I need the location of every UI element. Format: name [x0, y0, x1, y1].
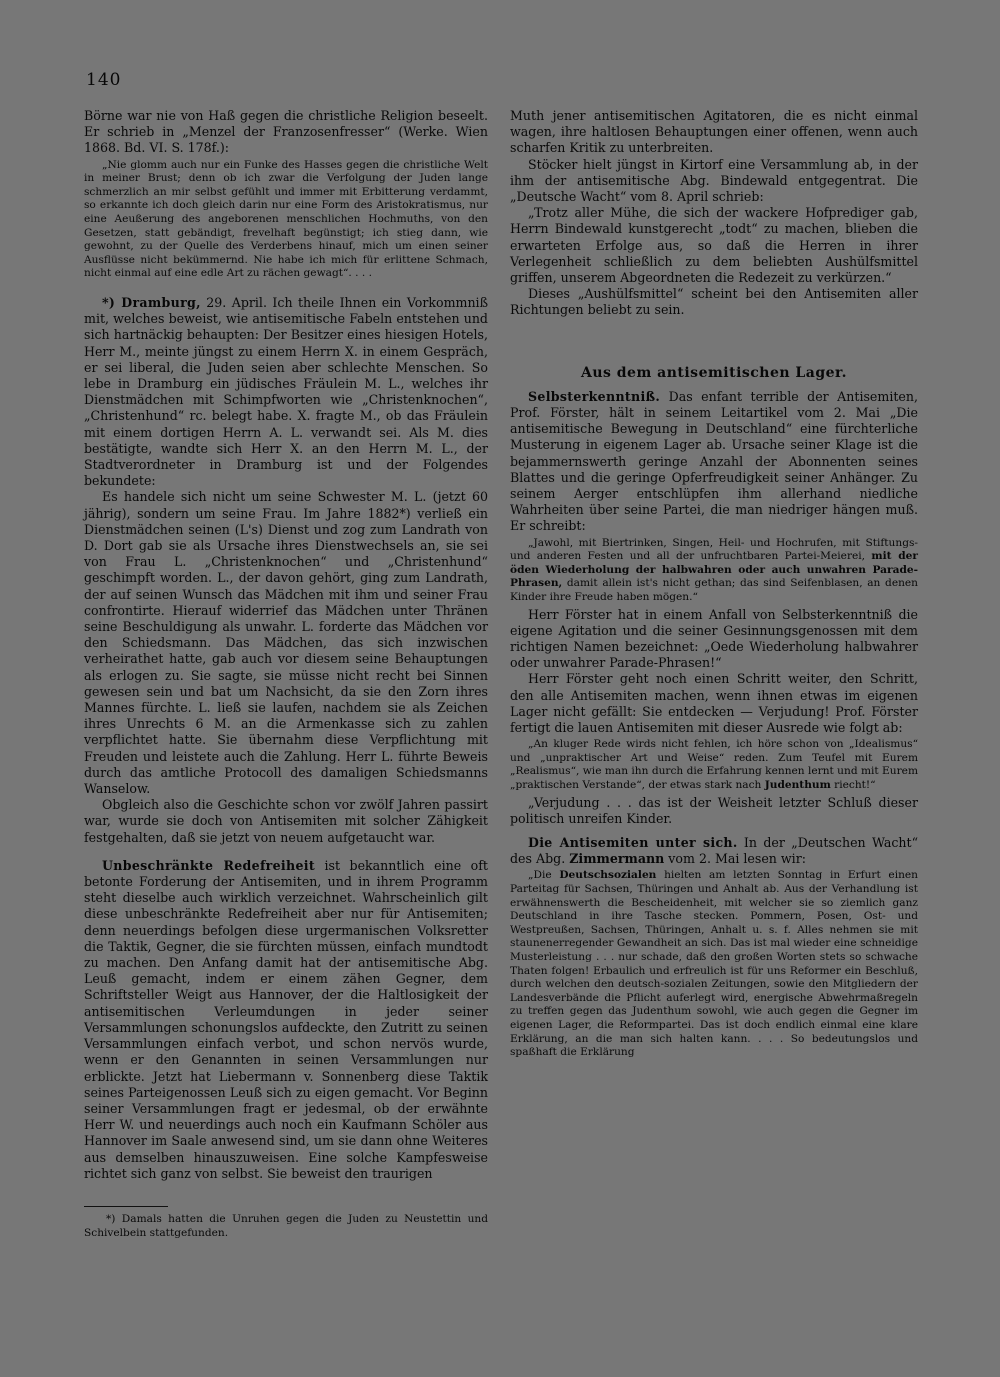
realismus-quote: „An kluger Rede wirds nicht fehlen, ich höre schon von „Idealismus“ und „unpraktischer Art und Weise“ reden. Zum Teufel mit Eurem „Realismus“, wie man ihn durch die Erfahrung kennen lernt und mit Eurem „praktischen Verstande“, der etwas stark nach Judenthum riecht!“	[510, 738, 918, 792]
boerne-quote: „Nie glomm auch nur ein Funke des Hasses gegen die christliche Welt in meiner Brust; denn ob ich zwar die Verfolgung der Juden lange schmerzlich an mir selbst gefühlt und immer mit Erbitterung verdammt, so erkannte ich doch gleich darin nur eine Form des Aristokratismus, nur eine Aeußerung des angeborenen menschlichen Hochmuths, von den Gesetzen, statt gebändigt, frevelhaft begünstigt; ich stieg dann, wie gewohnt, zu der Quelle des Verderbens hinauf, mich um einen seiner Ausflüsse nicht bekümmernd. Nie habe ich mich für erlittene Schmach, nicht einmal auf eine edle Art zu rächen gewagt“. . . .	[84, 158, 488, 280]
stoecker-paragraph: Stöcker hielt jüngst in Kirtorf eine Versammlung ab, in der ihm der antisemitische Abg. Bindewald entgegentrat. Die „Deutsche Wacht“ vom 8. April schrieb:	[510, 156, 918, 205]
dramburg-paragraph-2: Es handele sich nicht um seine Schwester M. L. (jetzt 60 jährig), sondern um seine Frau. Im Jahre 1882*) verließ ein Dienstmädchen seinen (L's) Dienst und zog zum Landrath von D. Dort gab sie als Ursache ihres Dienstwechsels an, sie sei von Frau L. „Christenknochen“ und „Christenhund“ geschimpft worden. L., der davon gehört, ging zum Landrath, der auf seinen Wunsch das Mädchen mit ihm und seiner Frau confrontirte. Hierauf widerrief das Mädchen unter Thränen seine Beschuldigung als unwahr. L. forderte das Mädchen vor den Schiedsmann. Das Mädchen, das sich inzwischen verheirathet hatte, gab auch vor diesem seine Behauptungen als erlogen zu. Sie sagte, sie müsse nicht recht bei Sinnen gewesen sein und bat um Nachsicht, da sie den Zorn ihres Mannes fürchte. L. ließ sie laufen, nachdem sie als Zeichen ihres Unrechts 6 M. an die Armenkasse sich zu zahlen verpflichtet hatte. Sie übernahm diese Verpflichtung mit Freuden und leistete auch die Zahlung. Herr L. führte Beweis durch das amtliche Protocoll des damaligen Schiedsmanns Wanselow.	[84, 489, 488, 797]
verjudung-conclusion: „Verjudung . . . das ist der Weisheit letzter Schluß dieser politisch unreifen Kinder.	[510, 794, 918, 826]
section-heading: Aus dem antisemitischen Lager.	[580, 364, 848, 381]
antisemiten-unter-sich-heading: Die Antisemiten unter sich.	[528, 835, 738, 851]
deutschsoziale-quote: „Die Deutschsozialen hielten am letzten Sonntag in Erfurt einen Parteitag für Sachsen, Thüringen und Anhalt ab. Aus der Verhandlung ist erwähnenswerth die Bescheidenheit, mit welcher sie so ziemlich ganz Deutschland in ihre Tasche stecken. Pommern, Posen, Ost- und Westpreußen, Sachsen, Thüringen, Anhalt u. s. f. Alles nehmen sie mit staunenerregender Gewandheit an sich. Das ist mal wieder eine schneidige Musterleistung . . . nur schade, daß den großen Worten stets so schwache Thaten folgen! Erbaulich und erfreulich ist für uns Reformer ein Beschluß, durch welchen den deutsch-sozialen Zeitungen, sowie den Mitgliedern der Landesverbände die Pflicht auferlegt wird, energische Abwehrmaßregeln zu treffen gegen das Judenthum sowohl, wie auch gegen die Gegner im eigenen Lager, die Reformpartei. Das ist doch endlich einmal eine klare Erklärung, an die man sich halten kann. . . . So bedeutungslos und spaßhaft die Erklärung	[510, 869, 918, 1059]
deutsche-wacht-quote: „Trotz aller Mühe, die sich der wackere Hofprediger gab, Herrn Bindewald kunstgerecht „todt“ zu machen, blieben die erwarteten Erfolge aus, so daß die Herren in ihrer Verlegenheit schließlich zu dem beliebten Aushülfsmittel griffen, unserem Abgeordneten die Redezeit zu verkürzen.“	[510, 205, 918, 286]
selbsterkenntnis-paragraph: Selbsterkenntniß. Das enfant terrible der Antisemiten, Prof. Förster, hält in seinem Leitartikel vom 2. Mai „Die antisemitische Bewegung in Deutschland“ eine fürchterliche Musterung in eigenem Lager ab. Ursache seiner Klage ist die bejammernswerth geringe Anzahl der Abonnenten seines Blattes und die geringe Opferfreudigkeit seiner Anhänger. Zu seinem Aerger entschlüpfen ihm allerhand niedliche Wahrheiten über seine Partei, die man niedriger hängen muß. Er schreibt:	[510, 388, 918, 534]
dramburg-paragraph-3: Obgleich also die Geschichte schon vor zwölf Jahren passirt war, wurde sie doch von Antisemiten mit solcher Zähigkeit festgehalten, daß sie jetzt von neuem aufgetaucht war.	[84, 797, 488, 845]
judenthum-emphasis: Judenthum	[764, 779, 831, 792]
verjudung-paragraph: Herr Förster geht noch einen Schritt weiter, den Schritt, den alle Antisemiten machen, wenn ihnen etwas im eigenen Lager nicht gefällt: Sie entdecken — Verjudung! Prof. Förster fertigt die lauen Antisemiten mit dieser Ausrede wie folgt ab:	[510, 671, 918, 736]
right-column	[510, 108, 918, 1062]
foerster-paragraph: Herr Förster hat in einem Anfall von Selbsterkenntniß die eigene Agitation und die seiner Gesinnungsgenossen mit dem richtigen Namen bezeichnet: „Oede Wiederholung halbwahrer oder unwahrer Parade-Phrasen!“	[510, 606, 918, 671]
dramburg-paragraph: *) Dramburg, 29. April. Ich theile Ihnen ein Vorkommniß mit, welches beweist, wie antisemitische Fabeln entstehen und sich hartnäckig behaupten: Der Besitzer eines hiesigen Hotels, Herr M., meinte jüngst zu einem Herrn X. in einem Gespräch, er sei liberal, die Juden seien aber schlechte Menschen. So lebe in Dramburg ein jüdisches Fräulein M. L., welches ihr Dienstmädchen mit Schimpfworten wie „Christenknochen“, „Christenhund“ rc. belegt habe. X. fragte M., ob das Fräulein mit einem dortigen Herrn A. L. verwandt sei. Als M. dies bestätigte, wandte sich Herr X. an den Herrn M. L., der Stadtverordneter in Dramburg ist und der Folgendes bekundete:	[84, 294, 489, 489]
page-number: 140	[86, 70, 122, 90]
muth-paragraph: Muth jener antisemitischen Agitatoren, die es nicht einmal wagen, ihre haltlosen Behauptungen einer offenen, wenn auch scharfen Kritik zu unterbreiten.	[510, 108, 918, 156]
parade-phrasen-emphasis: mit der öden Wiederholung der halbwahren oder auch unwahren Parade-Phrasen,	[510, 550, 918, 590]
redefreiheit-paragraph: Unbeschränkte Redefreiheit ist bekanntlich eine oft betonte Forderung der Antisemiten, und in ihrem Programm steht dieselbe auch wirklich verzeichnet. Wahrscheinlich gilt diese unbeschränkte Redefreiheit aber nur für Antisemiten; denn neuerdings befolgen diese urgermanischen Volksretter die Taktik, Gegner, die sie fürchten müssen, einfach mundtodt zu machen. Den Anfang damit hat der antisemitische Abg. Leuß gemacht, indem er einem zähen Gegner, dem Schriftsteller Weigt aus Hannover, der die Haltlosigkeit der antisemitischen Verleumdungen in jeder seiner Versammlungen schonungslos aufdeckte, den Zutritt zu seinen Versammlungen einfach verbot, und schon nervös wurde, wenn er den Genannten in seinen Versammlungen nur erblickte. Jetzt hat Liebermann v. Sonnenberg diese Taktik seines Parteigenossen Leuß sich zu eigen gemacht. Vor Beginn seiner Versammlungen fragt er jedesmal, ob der erwähnte Herr W. und neuerdings auch noch ein Kaufmann Schöler aus Hannover im Saale anwesend sind, um sie dann ohne Weiteres aus demselben hinauszuweisen. Eine solche Kampfesweise richtet sich ganz von selbst. Sie beweist den traurigen	[84, 857, 488, 1181]
antisemiten-unter-sich-paragraph: Die Antisemiten unter sich. In der „Deutschen Wacht“ des Abg. Zimmermann vom 2. Mai lesen wir:	[510, 835, 919, 867]
boerne-paragraph: Börne war nie von Haß gegen die christliche Religion beseelt. Er schrieb in „Menzel der Franzosenfresser“ (Werke. Wien 1868. Bd. VI. S. 178f.):	[84, 108, 488, 156]
footnote: *) Damals hatten die Unruhen gegen die Juden zu Neustettin und Schivelbein stattgefunden.	[84, 1212, 488, 1239]
left-column	[84, 108, 488, 1240]
redefreiheit-heading: Unbeschränkte Redefreiheit	[102, 857, 315, 873]
dramburg-heading: *) Dramburg,	[102, 294, 201, 310]
footnote-divider	[84, 1206, 168, 1207]
foerster-quote: „Jawohl, mit Biertrinken, Singen, Heil- und Hochrufen, mit Stiftungs- und anderen Festen und all der unfruchtbaren Partei-Meierei, mit der öden Wiederholung der halbwahren oder auch unwahren Parade-Phrasen, damit allein ist's nicht gethan; das sind Seifenblasen, an denen Kinder ihre Freude haben mögen.“	[510, 536, 918, 604]
aushuelfsmittel-paragraph: Dieses „Aushülfsmittel“ scheint bei den Antisemiten aller Richtungen beliebt zu sein.	[510, 286, 918, 318]
selbsterkenntnis-heading: Selbsterkenntniß.	[528, 388, 661, 404]
